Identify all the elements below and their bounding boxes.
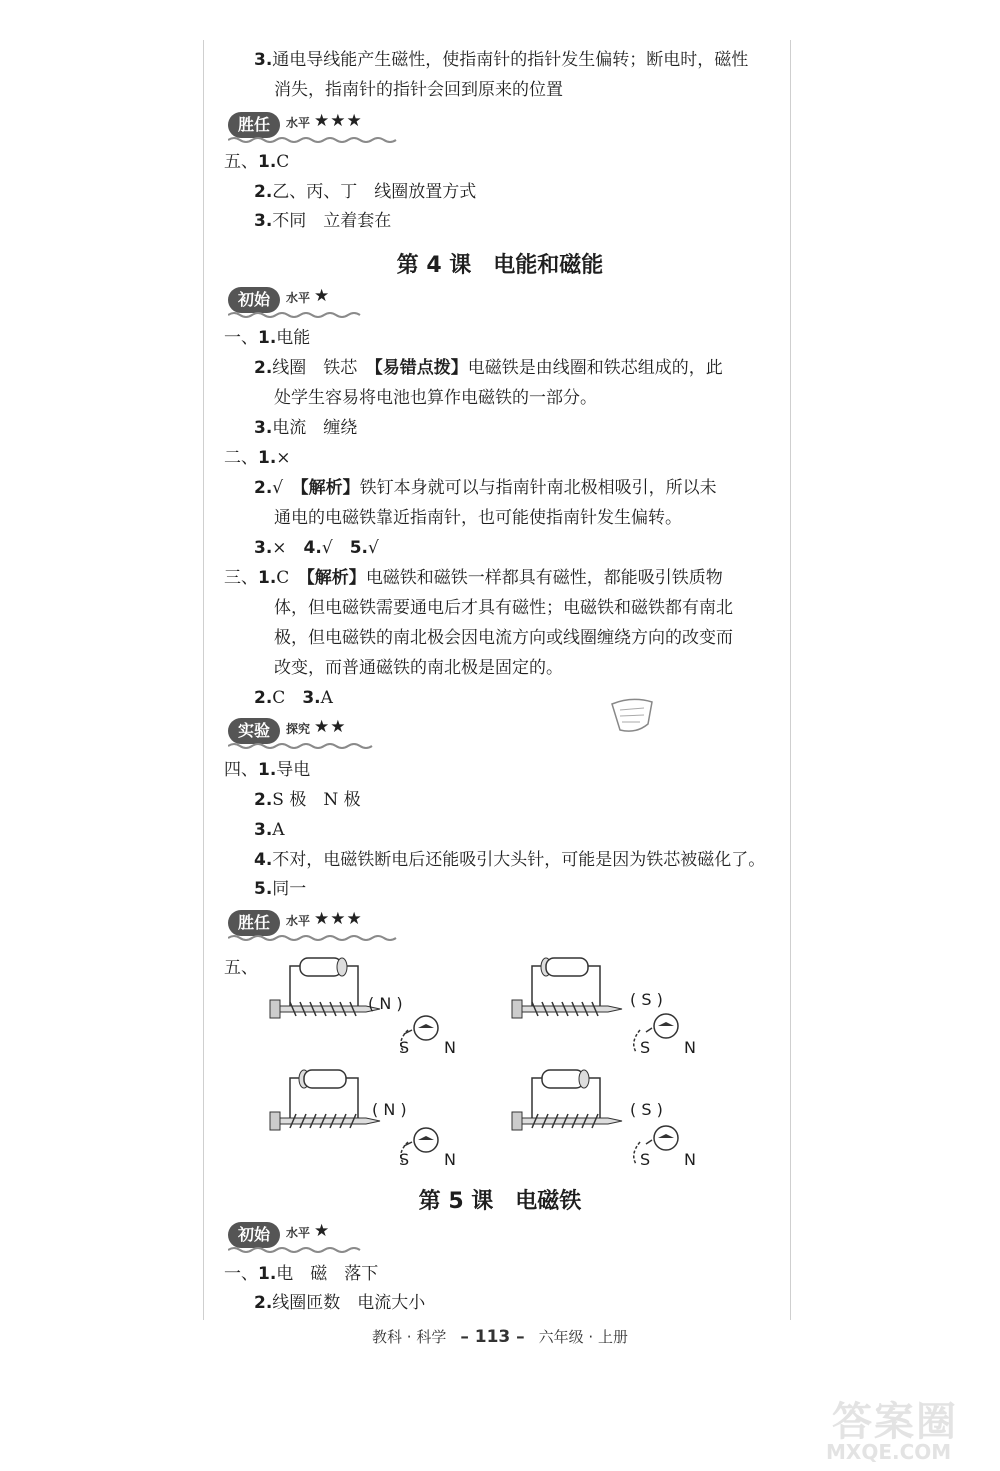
answer-text: 不同 立着套在 [272,211,392,231]
answer-text: 同一 [272,879,307,899]
item-number: 1. [258,448,277,468]
left-margin-line [203,40,204,1320]
badge-sub: 水平 [286,116,311,130]
level-badge-chushi [228,1222,362,1252]
answer-text: 改变，而普通磁铁的南北极是固定的。 [274,658,563,678]
right-margin-line [790,40,791,1320]
star-rating: ★ [314,286,331,306]
answer-line [254,180,476,204]
answer-line [254,877,306,901]
level-badge-shiyan [228,718,378,748]
section-label: 一、 [224,328,258,348]
item-number: 2. [254,478,273,498]
pole-answer: ( S ) [630,990,663,1009]
pole-answer: ( S ) [630,1100,663,1119]
item-number: 2. [254,358,273,378]
badge-sub: 水平 [286,291,311,305]
level-badge-chushi [228,287,362,317]
pole-s-label: S [399,1150,410,1169]
answer-text: 线圈匝数 电流大小 [272,1293,426,1313]
answer-line [274,626,733,650]
item-number: 3. [254,50,273,70]
answer-line [254,536,379,560]
item-number: 1. [258,760,277,780]
answer-line [254,686,333,710]
answer-line [274,386,597,410]
answer-line [254,356,723,380]
answer-text: C [276,152,290,172]
answer-text: 乙、丙、丁 线圈放置方式 [272,182,477,202]
badge-label: 胜任 [228,910,280,936]
item-number: 5. [254,879,273,899]
wave-decoration [228,742,378,750]
item-number: 1. [258,568,277,588]
answer-line [274,506,682,530]
answer-line [254,818,285,842]
analysis-label: 【解析】 [306,568,366,588]
answer-text: √ [272,478,301,498]
answer-text: 处学生容易将电池也算作电磁铁的一部分。 [274,388,597,408]
star-rating: ★ [314,1221,331,1241]
pole-n-label: N [684,1038,696,1057]
answer-line [274,78,563,102]
item-number: 1. [258,1264,277,1284]
badge-label: 初始 [228,287,280,313]
answer-line [224,566,723,590]
answer-text: C [272,688,303,708]
answer-line [224,446,291,470]
item-number: 1. [258,152,277,172]
answer-line [224,1262,378,1286]
answer-line [274,656,563,680]
pole-answer: ( N ) [372,1100,407,1119]
answer-line [254,848,765,872]
answer-line [254,476,717,500]
watermark-url: MXQE.COM [826,1440,952,1464]
footer-subject: 教科 · 科学 [372,1328,447,1346]
answer-line [274,596,733,620]
answer-line [224,758,310,782]
answer-text: 消失，指南针的指针会回到原来的位置 [274,80,563,100]
answer-text: 导电 [276,760,311,780]
badge-label: 胜任 [228,112,280,138]
lesson-title: 第 4 课 电能和磁能 [396,253,604,278]
answer-text: 电磁铁和磁铁一样都具有磁性，都能吸引铁质物 [365,568,723,588]
pole-n-label: N [684,1150,696,1169]
tip-label: 【易错点拨】 [374,358,468,378]
pole-answer: ( N ) [368,994,403,1013]
wave-decoration [228,934,398,942]
pole-s-label: S [640,1150,651,1169]
star-rating: ★★★ [314,111,363,131]
item-number: 3. [254,820,273,840]
answer-text: √ [367,538,379,558]
electromagnet-diagram [510,948,750,1060]
answer-text: A [272,820,285,840]
badge-sub: 探究 [286,722,311,736]
answer-text: √ [321,538,350,558]
answer-line [224,150,289,174]
star-rating: ★★★ [314,909,363,929]
item-number: 3. [302,688,321,708]
answer-text: 线圈 铁芯 [272,358,375,378]
stamp-mark [606,694,658,738]
pole-s-label: S [640,1038,651,1057]
wave-decoration [228,136,398,144]
page-footer [0,1326,1000,1347]
item-number: 4. [303,538,322,558]
answer-line [254,48,748,72]
footer-grade: 六年级 · 上册 [538,1328,628,1346]
answer-text: 电能 [276,328,311,348]
section-label: 三、 [224,568,258,588]
answer-line [254,209,391,233]
section-label: 五、 [224,958,258,978]
answer-line [254,1291,425,1315]
wave-decoration [228,311,362,319]
electromagnet-diagram [510,1060,750,1172]
answer-line [224,326,310,350]
answer-text: 通电导线能产生磁性，使指南针的指针发生偏转；断电时，磁性 [272,50,749,70]
badge-label: 实验 [228,718,280,744]
answer-text: 电磁铁是由线圈和铁芯组成的，此 [467,358,723,378]
item-number: 3. [254,418,273,438]
answer-line [254,416,357,440]
section-label: 二、 [224,448,258,468]
answer-line [224,956,258,980]
answer-text: × [272,538,304,558]
section-label: 四、 [224,760,258,780]
pole-n-label: N [444,1150,456,1169]
electromagnet-diagram [268,1060,508,1172]
answer-text: 体，但电磁铁需要通电后才具有磁性；电磁铁和磁铁都有南北 [274,598,733,618]
section-label: 五、 [224,152,258,172]
watermark-text: 答案圈 [832,1399,958,1445]
answer-text: 通电的电磁铁靠近指南针，也可能使指南针发生偏转。 [274,508,682,528]
level-badge-shengren [228,910,398,940]
section-label: 一、 [224,1264,258,1284]
badge-sub: 水平 [286,914,311,928]
pole-n-label: N [444,1038,456,1057]
item-number: 3. [254,538,273,558]
answer-text: 不对，电磁铁断电后还能吸引大头针，可能是因为铁芯被磁化了。 [272,850,766,870]
item-number: 1. [258,328,277,348]
answer-line [254,788,361,812]
item-number: 3. [254,211,273,231]
answer-text: A [320,688,333,708]
electromagnet-diagram [268,948,508,1060]
item-number: 2. [254,790,273,810]
page-number: – 113 – [460,1327,525,1347]
star-rating: ★★ [314,717,347,737]
lesson-title: 第 5 课 电磁铁 [418,1189,582,1214]
analysis-label: 【解析】 [300,478,360,498]
item-number: 2. [254,1293,273,1313]
item-number: 5. [349,538,368,558]
pole-s-label: S [399,1038,410,1057]
answer-text: 电流 缠绕 [272,418,358,438]
answer-text: 铁钉本身就可以与指南针南北极相吸引，所以未 [359,478,717,498]
site-watermark [822,1390,992,1465]
answer-text: × [276,448,291,468]
item-number: 2. [254,182,273,202]
answer-text: 电 磁 落下 [276,1264,379,1284]
answer-text: C [276,568,307,588]
answer-text: 极，但电磁铁的南北极会因电流方向或线圈缠绕方向的改变而 [274,628,733,648]
badge-label: 初始 [228,1222,280,1248]
badge-sub: 水平 [286,1226,311,1240]
wave-decoration [228,1246,362,1254]
item-number: 4. [254,850,273,870]
answer-text: S 极 N 极 [272,790,361,810]
level-badge-shengren [228,112,398,142]
item-number: 2. [254,688,273,708]
